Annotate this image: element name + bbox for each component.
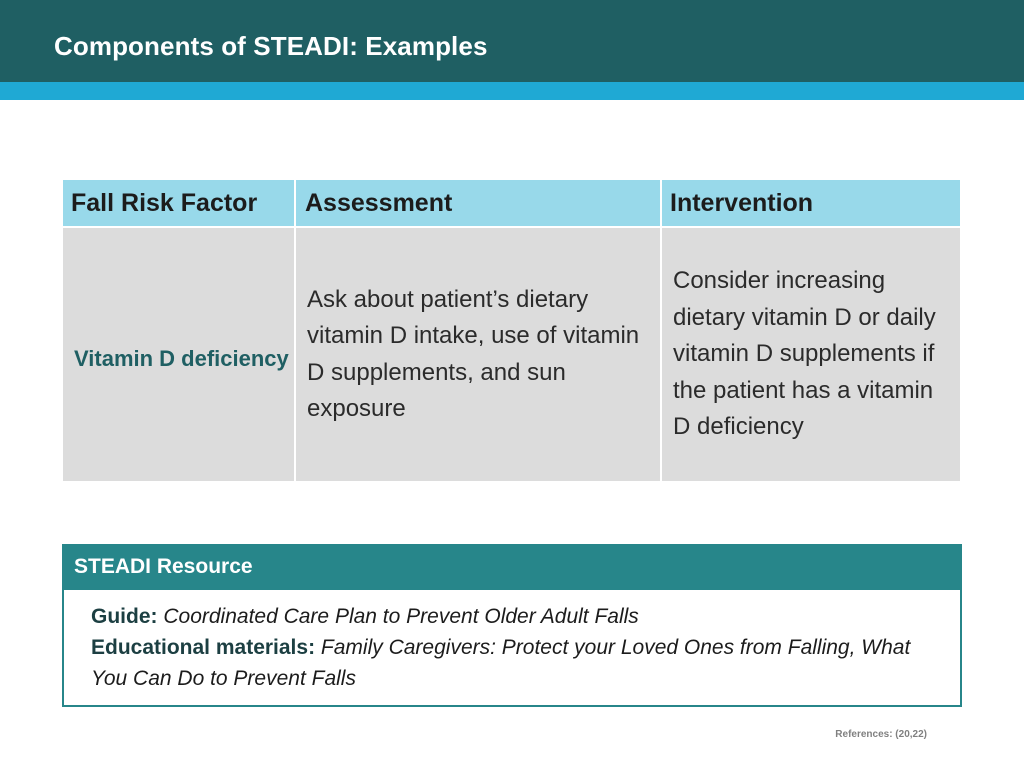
- resource-header: STEADI Resource: [64, 546, 960, 590]
- guide-value: Coordinated Care Plan to Prevent Older Adult Falls: [163, 605, 639, 628]
- assessment-text: Ask about patient’s dietary vitamin D intake, use of vitamin D supplements, and sun exposure: [307, 285, 640, 422]
- header-assessment: Assessment: [296, 180, 660, 226]
- references-note: References: (20,22): [835, 729, 927, 740]
- table-cell-intervention: [662, 228, 960, 481]
- table-cell-risk-factor: [63, 228, 294, 481]
- risk-factor-text: Vitamin D deficiency: [74, 345, 289, 371]
- guide-line: [91, 601, 951, 632]
- intervention-text: Consider increasing dietary vitamin D or daily vitamin D supplements if the patient has a vitamin D deficiency: [673, 267, 936, 441]
- educational-value: Family Caregivers: Protect your Loved Ones from Falling, What You Can Do to Prevent Falls: [91, 636, 911, 690]
- slide-title: Components of STEADI: Examples: [54, 31, 488, 61]
- resource-body: [91, 601, 951, 694]
- educational-label: Educational materials:: [91, 636, 316, 659]
- header-intervention: Intervention: [662, 180, 960, 226]
- fall-risk-table: [63, 180, 960, 481]
- table-cell-assessment: [296, 228, 660, 481]
- header-fall-risk-factor: Fall Risk Factor: [63, 180, 294, 226]
- educational-line: [91, 632, 951, 694]
- steadi-resource-box: [62, 544, 962, 707]
- header-accent-stripe: [0, 82, 1024, 100]
- guide-label: Guide:: [91, 605, 158, 628]
